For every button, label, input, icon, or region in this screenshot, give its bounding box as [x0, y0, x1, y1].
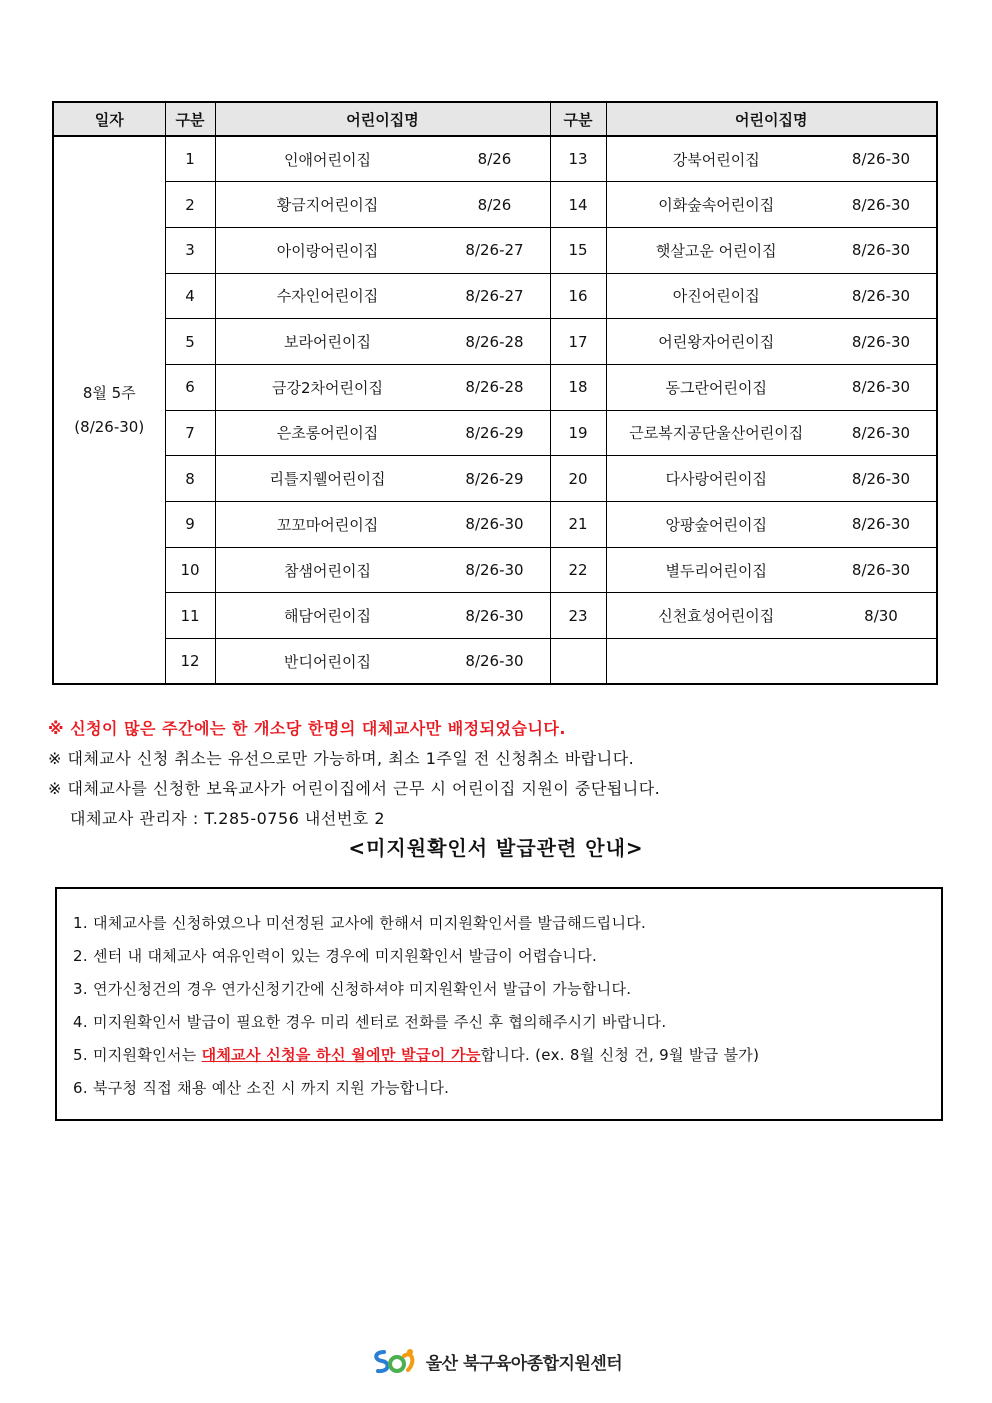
guide-box [55, 887, 943, 1121]
row-number-right: 15 [550, 227, 606, 273]
daycare-date-left: 8/26-28 [465, 332, 524, 351]
daycare-name-right: 어린왕자어린이집 [658, 333, 775, 352]
daycare-name-left: 인애어린이집 [284, 150, 371, 169]
daycare-date-right: 8/26-30 [851, 332, 911, 351]
daycare-name-right: 햇살고운 어린이집 [655, 241, 777, 260]
org-name: 울산 북구육아종합지원센터 [425, 1353, 623, 1374]
week-range: (8/26-30) [74, 418, 145, 437]
daycare-name-left: 금강2차어린이집 [272, 378, 383, 397]
daycare-date-left: 8/26 [477, 195, 512, 214]
row-number-left: 7 [165, 410, 215, 456]
row-number-left: 11 [165, 593, 215, 639]
row-number-left: 4 [165, 273, 215, 319]
daycare-date-right: 8/26-30 [851, 241, 911, 260]
row-number-right: 13 [550, 136, 606, 182]
table-row [53, 456, 937, 502]
row-number-left: 10 [165, 547, 215, 593]
row-number-right: 20 [550, 456, 606, 502]
table-row [53, 319, 937, 365]
manager-contact: 대체교사 관리자 : T.285-0756 내선번호 2 [70, 809, 386, 828]
row-number-right: 22 [550, 547, 606, 593]
guide-title: <미지원확인서 발급관련 안내> [348, 836, 644, 860]
table-row [53, 593, 937, 639]
daycare-date-left: 8/26-30 [465, 561, 524, 580]
daycare-date-right: 8/26-30 [851, 423, 911, 442]
row-number-right [550, 639, 606, 685]
daycare-name-right: 다사랑어린이집 [665, 470, 767, 489]
notice-cancel-policy: ※ 대체교사 신청 취소는 유선으로만 가능하며, 최소 1주일 전 신청취소 바랍니다. [48, 749, 635, 768]
daycare-name-left: 보라어린이집 [284, 333, 371, 352]
daycare-name-right: 이화숲속어린이집 [658, 196, 775, 215]
daycare-date-left: 8/26-30 [465, 515, 524, 534]
footer [0, 1346, 992, 1376]
row-number-left: 1 [165, 136, 215, 182]
daycare-date-left: 8/26-27 [465, 241, 524, 260]
daycare-date-right: 8/26-30 [851, 150, 911, 169]
week-label: 8월 5주 [82, 384, 136, 403]
daycare-name-left: 해담어린이집 [284, 607, 371, 626]
guide-item-6: 6. 북구청 직접 채용 예산 소진 시 까지 지원 가능합니다. [73, 1079, 450, 1097]
daycare-date-right: 8/26-30 [851, 195, 911, 214]
row-number-right: 16 [550, 273, 606, 319]
daycare-date-right: 8/26-30 [851, 561, 911, 580]
row-number-right: 17 [550, 319, 606, 365]
daycare-name-left: 수자인어린이집 [276, 287, 379, 306]
center-logo-icon [370, 1346, 418, 1376]
daycare-name-right: 앙팡숲어린이집 [665, 515, 767, 534]
notice-section [48, 714, 948, 834]
week-cell [53, 136, 165, 684]
daycare-date-left: 8/26-27 [465, 286, 524, 305]
row-number-right: 21 [550, 502, 606, 548]
guide-item-5-emphasis: 대체교사 신청을 하신 월에만 발급이 가능 [201, 1046, 481, 1064]
daycare-date-right: 8/26-30 [851, 469, 911, 488]
table-header-row [53, 102, 937, 136]
notice-one-per-center: ※ 신청이 많은 주간에는 한 개소당 한명의 대체교사만 배정되었습니다. [48, 719, 566, 738]
guide-item-5-suffix: 합니다. (ex. 8월 신청 건, 9월 발급 불가) [480, 1046, 760, 1064]
guide-item-2: 2. 센터 내 대체교사 여유인력이 있는 경우에 미지원확인서 발급이 어렵습니다. [73, 947, 598, 965]
daycare-name-left: 꼬꼬마어린이집 [276, 515, 379, 534]
notice-support-stop: ※ 대체교사를 신청한 보육교사가 어린이집에서 근무 시 어린이집 지원이 중단됩니다. [48, 779, 661, 798]
daycare-name-left: 리틀지웰어린이집 [269, 470, 386, 489]
daycare-name-left: 반디어린이집 [284, 652, 371, 671]
guide-item-5-prefix: 5. 미지원확인서는 [73, 1046, 202, 1064]
daycare-date-left: 8/26-28 [465, 378, 524, 397]
daycare-date-left: 8/26-30 [465, 606, 524, 625]
table-row [53, 273, 937, 319]
header-daycare-name-left: 어린이집명 [215, 102, 550, 136]
table-row [53, 136, 937, 182]
daycare-name-right: 동그란어린이집 [665, 378, 767, 397]
table-row [53, 502, 937, 548]
row-number-right: 23 [550, 593, 606, 639]
guide-item-4: 4. 미지원확인서 발급이 필요한 경우 미리 센터로 전화를 주신 후 협의해주시기 바랍니다. [73, 1013, 667, 1031]
daycare-name-right: 강북어린이집 [672, 150, 760, 169]
daycare-name-left: 은초롱어린이집 [276, 424, 379, 443]
substitute-teacher-schedule-table [52, 101, 938, 685]
daycare-name-right: 아진어린이집 [672, 287, 760, 306]
guide-item-1: 1. 대체교사를 신청하였으나 미선정된 교사에 한해서 미지원확인서를 발급해드립니다. [73, 914, 647, 932]
daycare-date-right: 8/26-30 [851, 378, 911, 397]
row-number-left: 6 [165, 364, 215, 410]
daycare-name-right: 근로복지공단울산어린이집 [629, 424, 804, 443]
daycare-date-left: 8/26-29 [465, 423, 524, 442]
row-number-left: 9 [165, 502, 215, 548]
daycare-name-left: 참샘어린이집 [284, 561, 371, 580]
guide-item-5 [73, 1039, 941, 1072]
daycare-date-left: 8/26 [477, 150, 512, 169]
row-number-right: 19 [550, 410, 606, 456]
daycare-date-right: 8/26-30 [851, 515, 911, 534]
daycare-date-left: 8/26-30 [465, 652, 524, 671]
row-number-left: 12 [165, 639, 215, 685]
daycare-date-right: 8/26-30 [851, 286, 911, 305]
header-date: 일자 [53, 102, 165, 136]
table-row [53, 639, 937, 685]
guide-list [57, 889, 941, 1105]
daycare-name-left: 아이랑어린이집 [276, 241, 379, 260]
table-row [53, 182, 937, 228]
header-number-right: 구분 [550, 102, 606, 136]
row-number-left: 3 [165, 227, 215, 273]
daycare-name-left: 황금지어린이집 [276, 196, 379, 215]
row-number-left: 5 [165, 319, 215, 365]
daycare-date-right: 8/30 [864, 606, 898, 625]
header-number-left: 구분 [165, 102, 215, 136]
schedule-body [53, 136, 937, 684]
table-row [53, 547, 937, 593]
guide-item-3: 3. 연가신청건의 경우 연가신청기간에 신청하셔야 미지원확인서 발급이 가능합니다. [73, 980, 632, 998]
table-row [53, 364, 937, 410]
daycare-date-left: 8/26-29 [465, 469, 524, 488]
table-row [53, 227, 937, 273]
table-row [53, 410, 937, 456]
row-number-left: 2 [165, 182, 215, 228]
row-number-right: 14 [550, 182, 606, 228]
row-number-right: 18 [550, 364, 606, 410]
row-number-left: 8 [165, 456, 215, 502]
daycare-name-right: 별두리어린이집 [665, 561, 767, 580]
daycare-name-right: 신천효성어린이집 [658, 607, 775, 626]
header-daycare-name-right: 어린이집명 [606, 102, 937, 136]
